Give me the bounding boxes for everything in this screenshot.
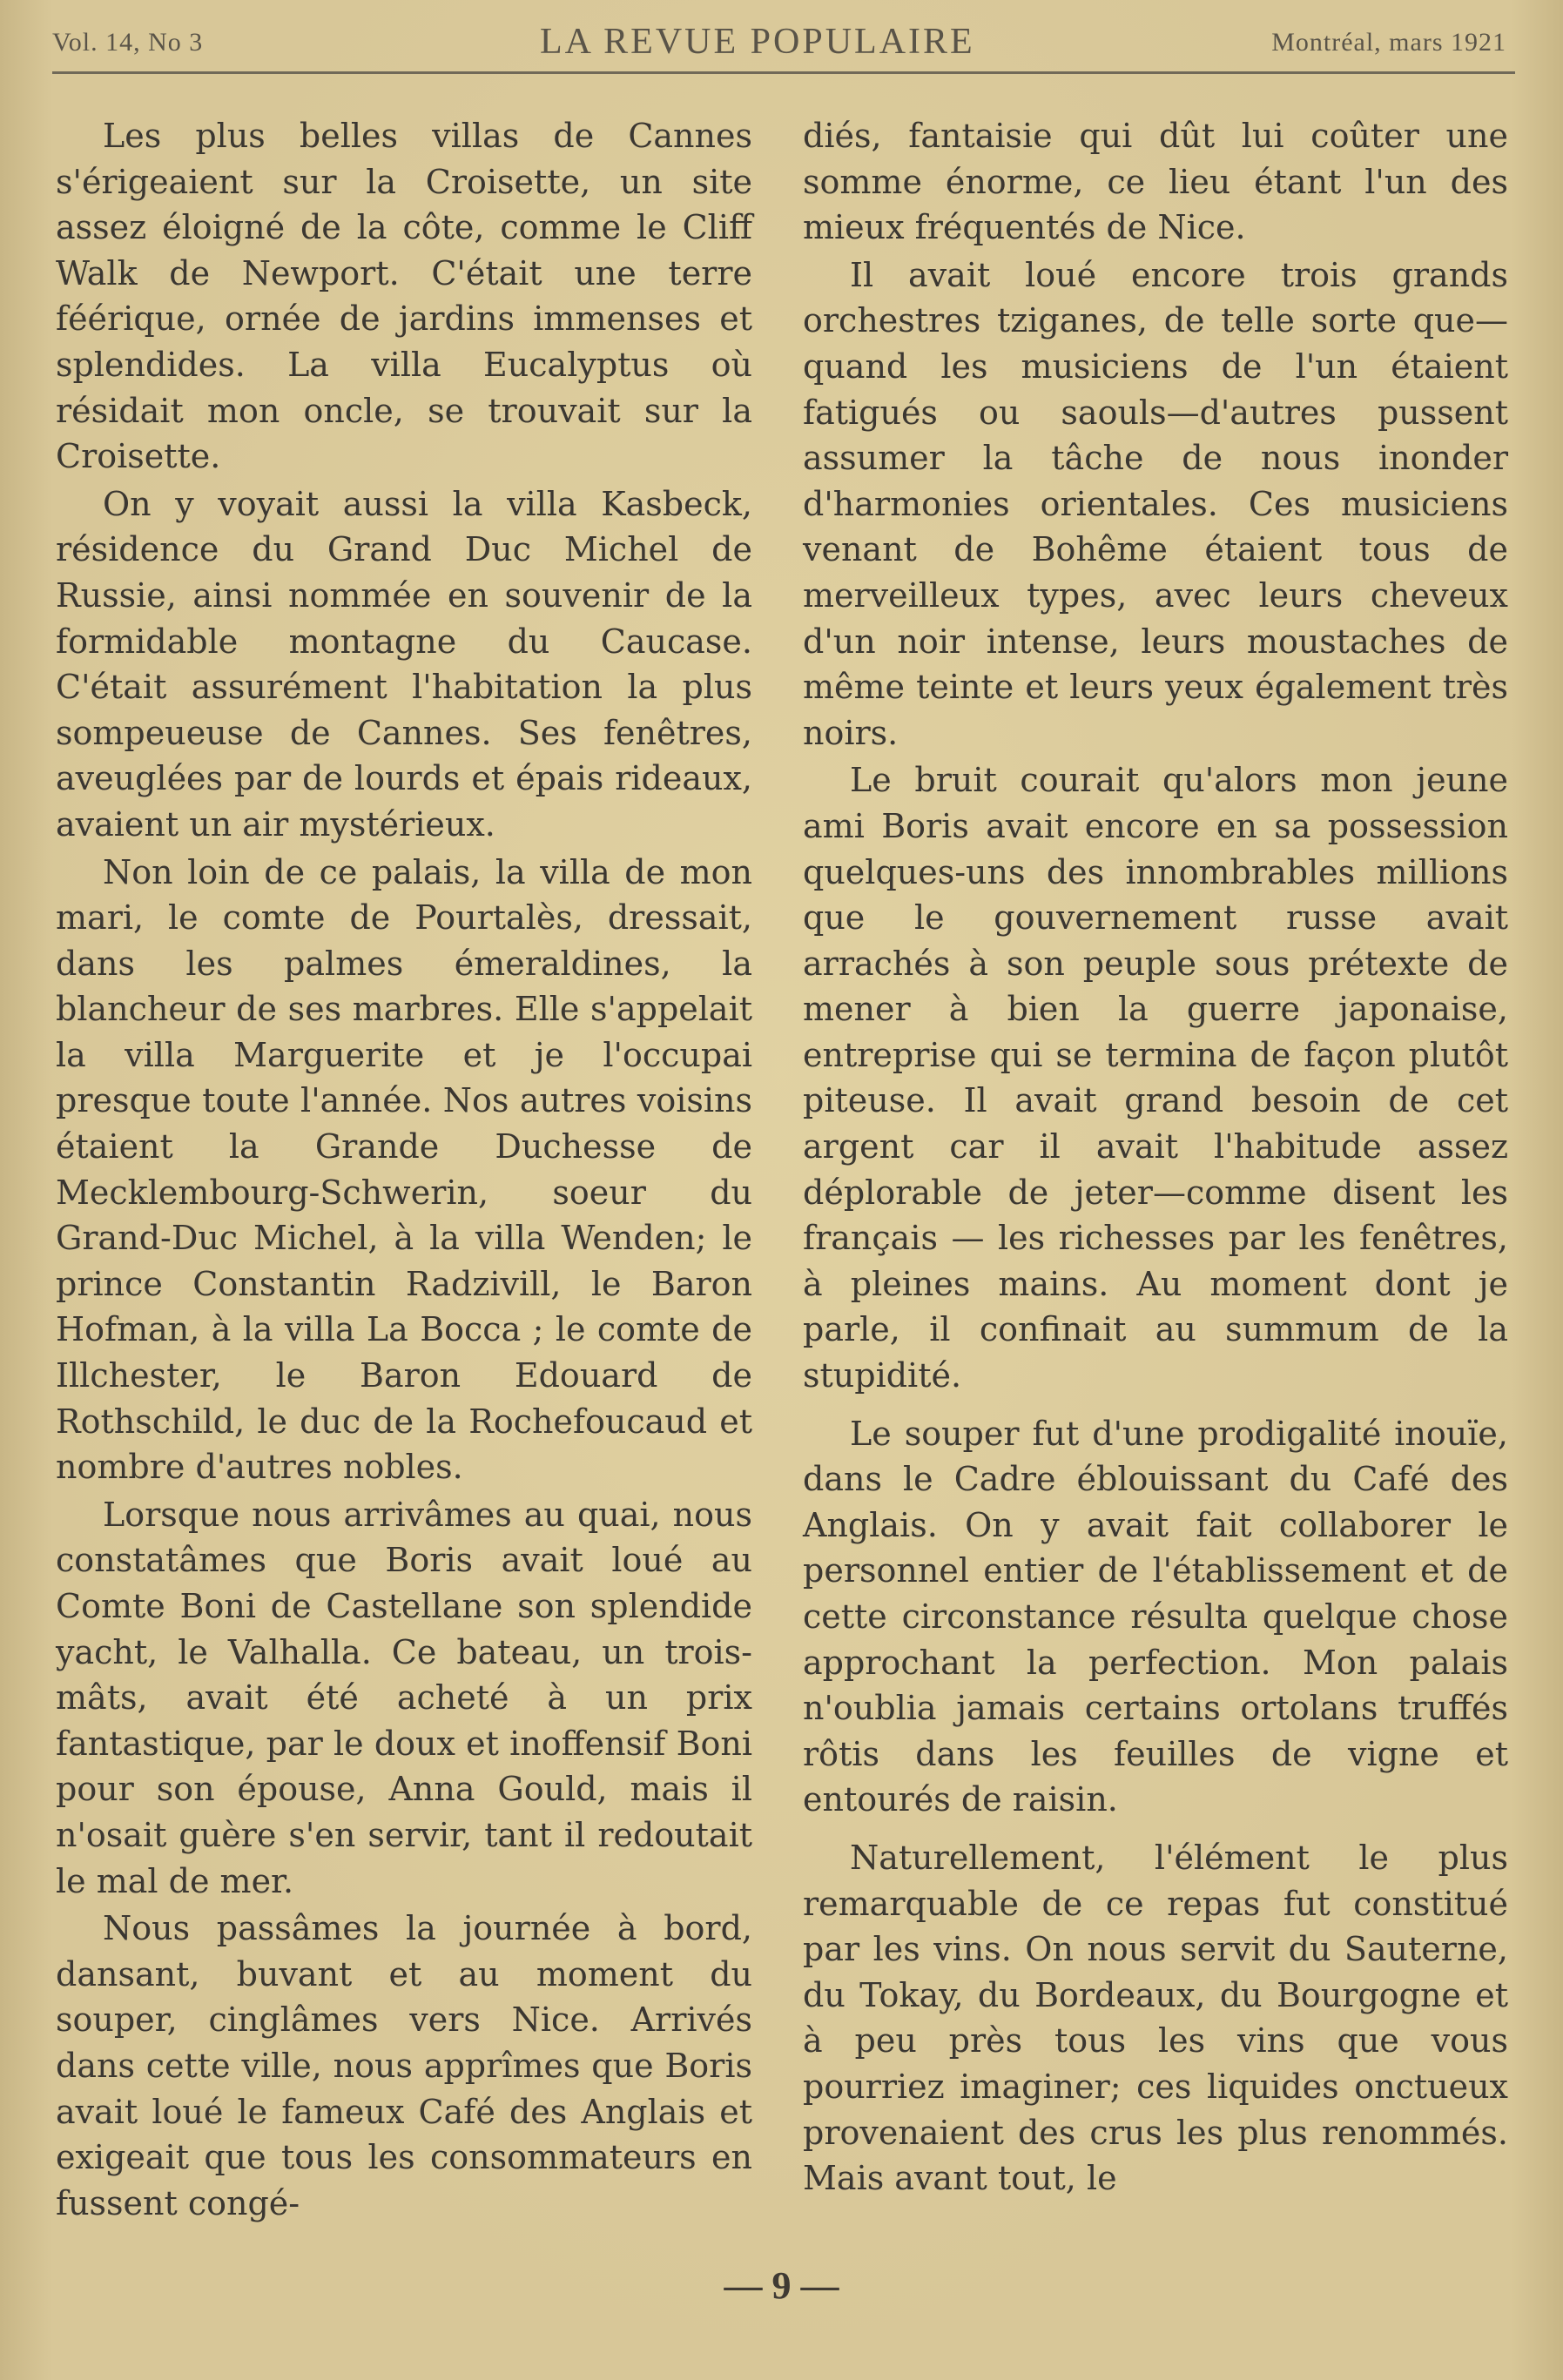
paragraph: Il avait loué encore trois grands orchestres tziganes, de telle sorte que—quand les musiciens de l'un étaient fatigués ou saouls—d'autres pussent assumer la tâche de nous inonder d'harmonies orientales. Ces musiciens venant de Bohême étaient tous de merveilleux types, avec leurs cheveux d'un noir intense, leurs moustaches de même teinte et leurs yeux également très noirs.	[803, 255, 1508, 752]
paragraph: Le souper fut d'une prodigalité inouïe, dans le Cadre éblouissant du Café des Anglais. On y avait fait collaborer le personnel entier de l'établissement et de cette circonstance résulta quelque chose approchant la perfection. Mon palais n'oublia jamais certains ortolans truffés rôtis dans les feuilles de vigne et entourés de raisin.	[803, 1414, 1508, 1819]
right-column	[803, 113, 1508, 2203]
paragraph: Lorsque nous arrivâmes au quai, nous constatâmes que Boris avait loué au Comte Boni de Castellane son splendide yacht, le Valhalla. Ce bateau, un trois-mâts, avait été acheté à un prix fantastique, par le doux et inoffensif Boni pour son épouse, Anna Gould, mais il n'osait guère s'en servir, tant il redoutait le mal de mer.	[56, 1495, 752, 1900]
volume-issue: Vol. 14, No 3	[52, 28, 204, 57]
paragraph: Le bruit courait qu'alors mon jeune ami Boris avait encore en sa possession quelques-uns des innombrables millions que le gouvernement russe avait arrachés à son peuple sous prétexte de mener à bien la guerre japonaise, entreprise qui se termina de façon plutôt piteuse. Il avait grand besoin de cet argent car il avait l'habitude assez déplorable de jeter—comme disent les français — les richesses par les fenêtres, à pleines mains. Au moment dont je parle, il confinait au summum de la stupidité.	[803, 761, 1508, 1395]
header-rule	[52, 71, 1515, 74]
paragraph: Naturellement, l'élément le plus remarquable de ce repas fut constitué par les vins. On nous servit du Sauterne, du Tokay, du Bordeaux, du Bourgogne et à peu près tous les vins que vous pourriez imaginer; ces liquides onctueux provenaient des crus les plus renommés. Mais avant tout, le	[803, 1838, 1508, 2198]
place-date: Montréal, mars 1921	[1271, 28, 1506, 57]
left-column	[56, 113, 752, 2228]
running-header	[52, 16, 1515, 68]
paragraph: Nous passâmes la journée à bord, dansant, buvant et au moment du souper, cinglâmes vers Nice. Arrivés dans cette ville, nous apprîmes que Boris avait loué le fameux Café des Anglais et exigeait que tous les consommateurs en fussent congé-	[56, 1909, 752, 2222]
paragraph: Les plus belles villas de Cannes s'érigeaient sur la Croisette, un site assez éloigné de la côte, comme le Cliff Walk de Newport. C'était une terre féérique, ornée de jardins immenses et splendides. La villa Eucalyptus où résidait mon oncle, se trouvait sur la Croisette.	[56, 117, 752, 476]
paragraph: On y voyait aussi la villa Kasbeck, résidence du Grand Duc Michel de Russie, ainsi nommée en souvenir de la formidable montagne du Caucase. C'était assurément l'habitation la plus sompeueuse de Cannes. Ses fenêtres, aveuglées par de lourds et épais rideaux, avaient un air mystérieux.	[56, 484, 752, 844]
page-number: — 9 —	[724, 2264, 839, 2307]
paragraph: Non loin de ce palais, la villa de mon mari, le comte de Pourtalès, dressait, dans les palmes émeraldines, la blancheur de ses marbres. Elle s'appelait la villa Marguerite et je l'occupai presque toute l'année. Nos autres voisins étaient la Grande Duchesse de Mecklembourg-Schwerin, soeur du Grand-Duc Michel, à la villa Wenden; le prince Constantin Radzivill, le Baron Hofman, à la villa La Bocca ; le comte de Illchester, le Baron Edouard de Rothschild, le duc de la Rochefoucaud et nombre d'autres nobles.	[56, 852, 752, 1487]
paragraph-continued: diés, fantaisie qui dût lui coûter une somme énorme, ce lieu étant l'un des mieux fréquentés de Nice.	[803, 117, 1508, 247]
publication-title: LA REVUE POPULAIRE	[540, 22, 975, 62]
